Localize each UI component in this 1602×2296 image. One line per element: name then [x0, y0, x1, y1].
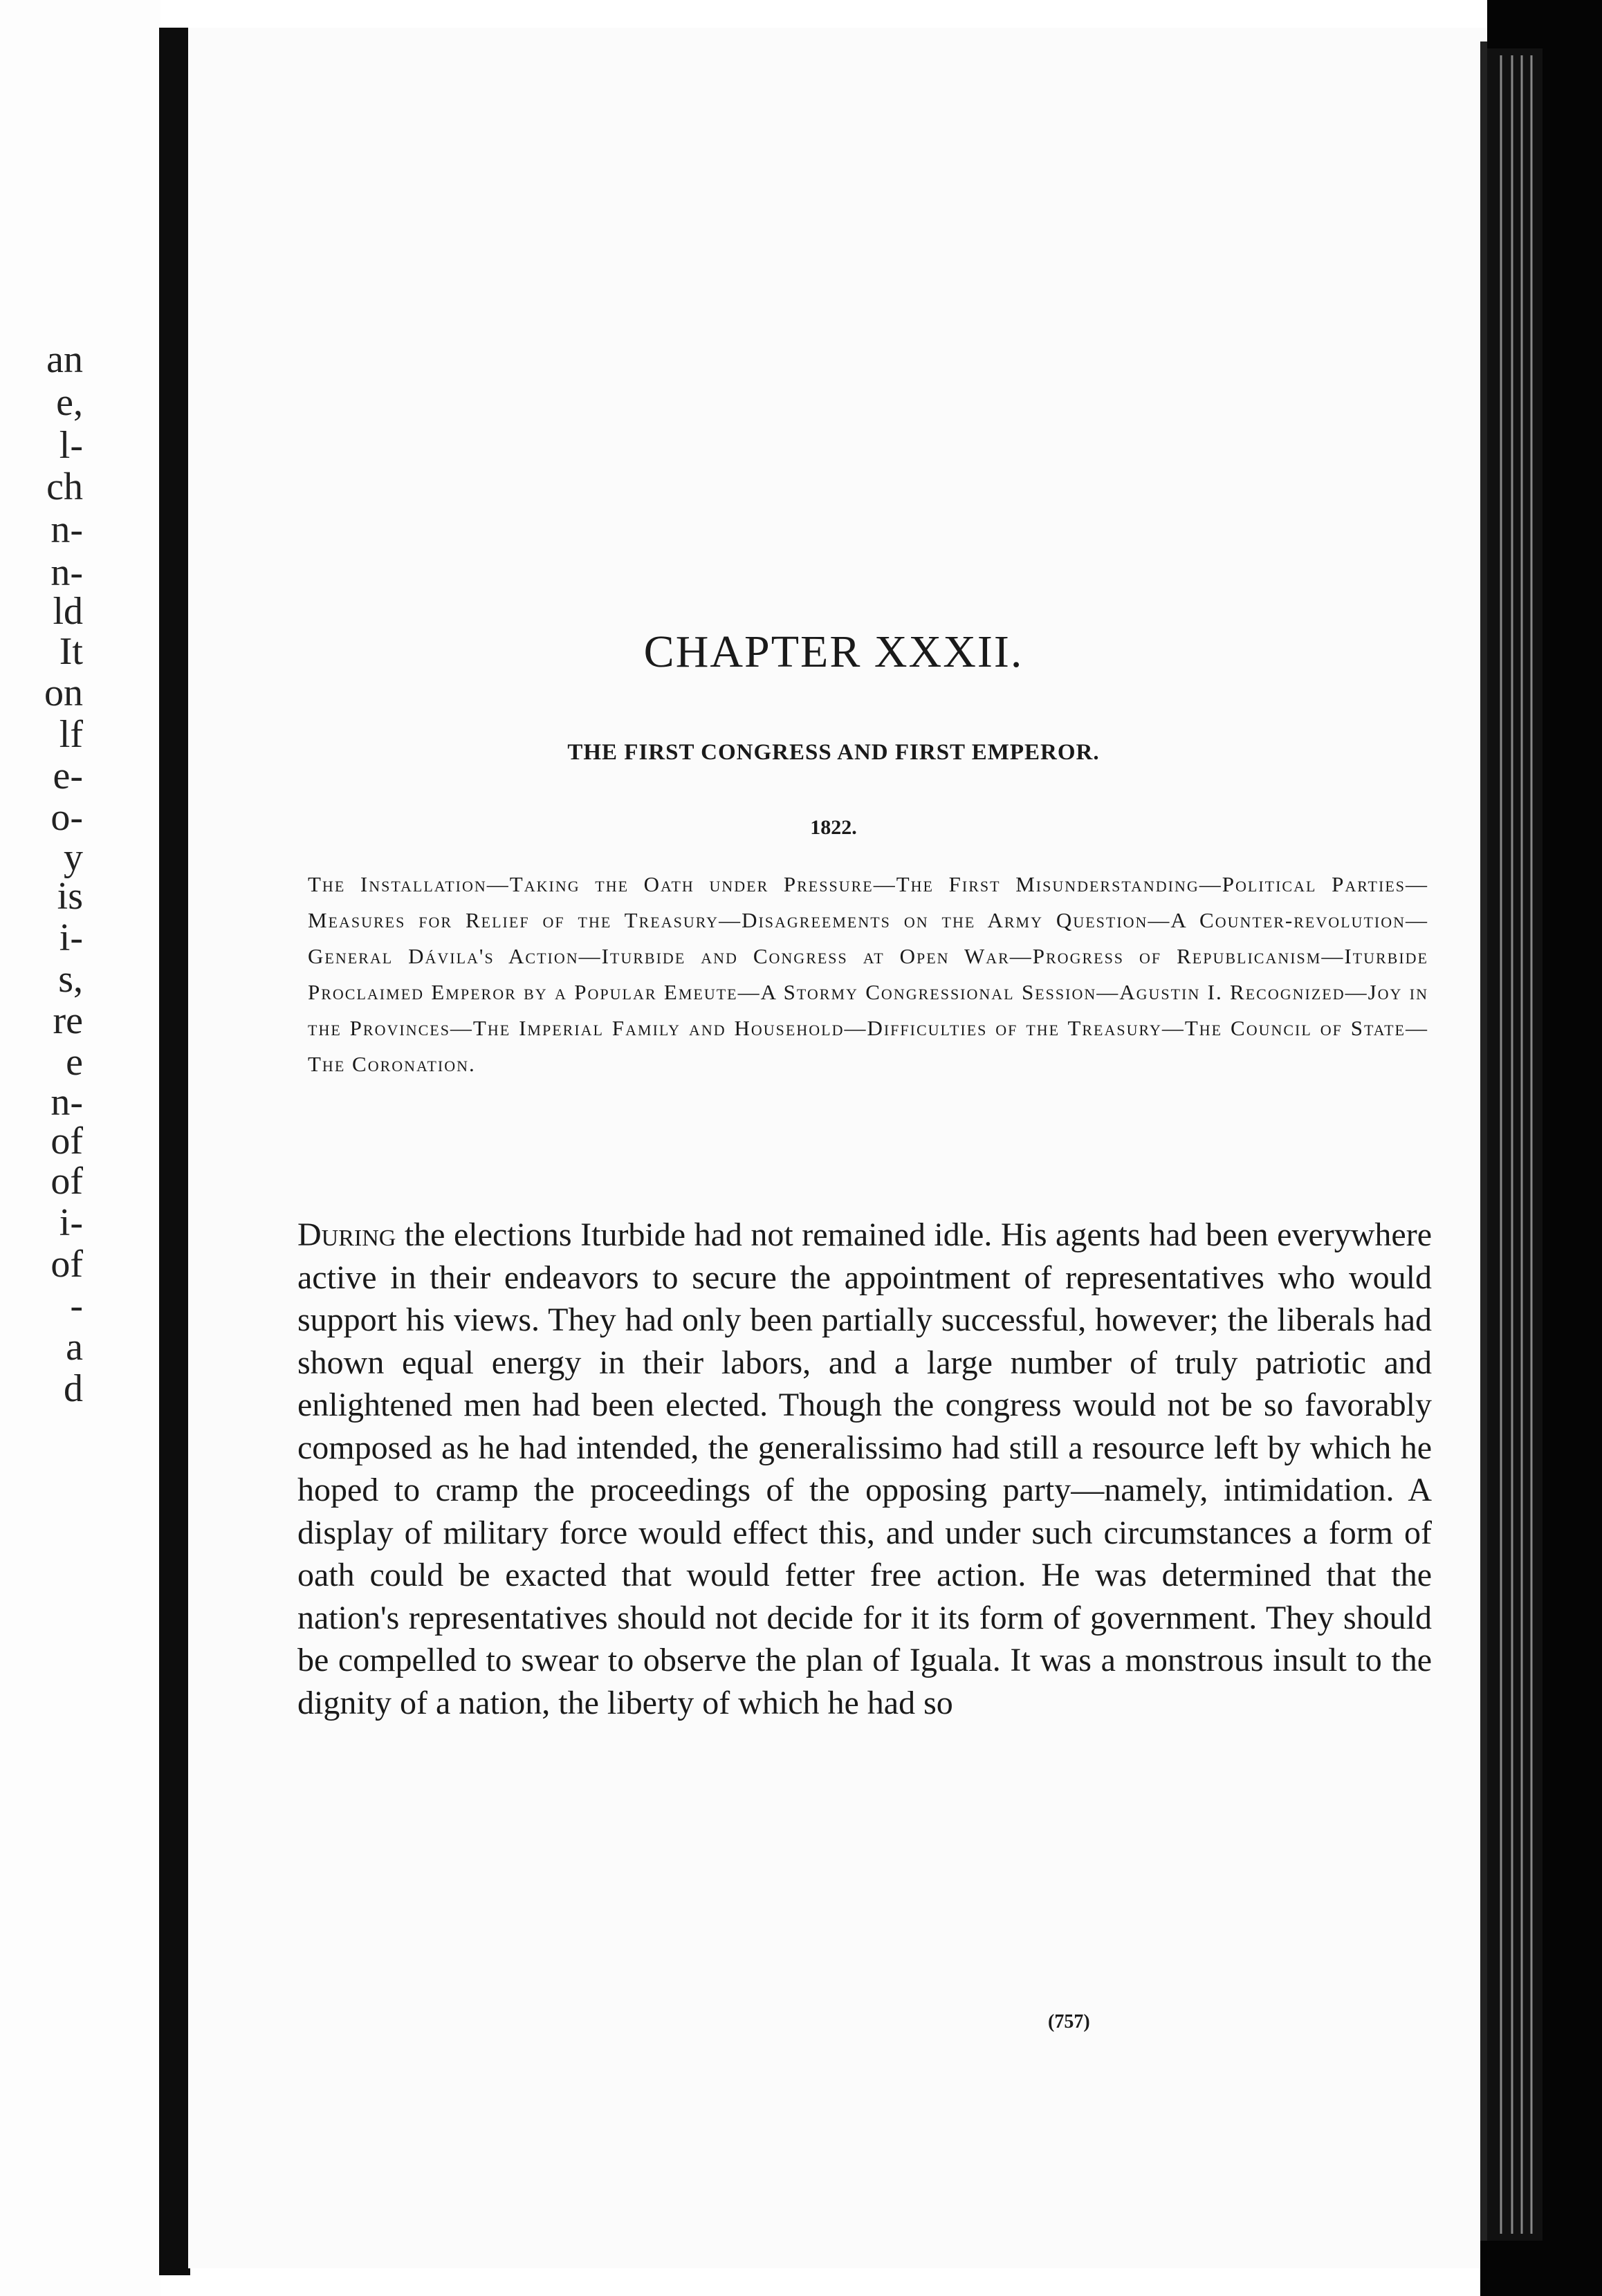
- body-text: the elections Iturbide had not remained idle. His agents had been everywhere active in their endeavors to secure the appointment of representatives who would support his views. They had only been partially successful, however; the liberals had shown equal energy in their labors, and a large number of truly patriotic and enlightened men had been elected. Though the congress would not be so favorably composed as he had intended, the generalissimo had still a resource left by which he hoped to cramp the proceedings of the opposing party—namely, intimidation. A display of military force would effect this, and under such circumstances a form of oath could be exacted that would fetter free action. He was determined that the nation's representatives should not decide for it its form of government. They should be compelled to swear to observe the plan of Iguala. It was a monstrous insult to the dignity of a nation, the liberty of which he had so: [297, 1216, 1432, 1721]
- bottom-margin-black: [1480, 2241, 1602, 2296]
- left-fragment: is: [57, 875, 83, 918]
- left-fragment: s,: [58, 958, 83, 1001]
- left-fragment: e,: [56, 381, 83, 424]
- left-fragment: of: [50, 1243, 83, 1286]
- chapter-year: 1822.: [810, 816, 857, 839]
- right-page-content: [190, 48, 1477, 2255]
- left-fragment: o-: [50, 796, 83, 839]
- left-fragment: of: [50, 1160, 83, 1203]
- body-paragraph: [297, 1214, 1432, 1724]
- left-fragment: i-: [59, 916, 83, 959]
- chapter-title: CHAPTER XXXII.: [643, 627, 1024, 677]
- left-fragment: n-: [50, 551, 83, 594]
- top-margin-black: [1487, 0, 1602, 48]
- right-margin-black: [1543, 0, 1602, 2296]
- book-gutter: [159, 28, 190, 2275]
- left-fragment: e-: [53, 754, 83, 797]
- left-fragment: ch: [46, 465, 83, 508]
- left-fragment: re: [53, 999, 83, 1042]
- page-edges: [1487, 48, 1543, 2241]
- left-fragment: n-: [50, 508, 83, 551]
- page-number: (757): [1048, 2011, 1090, 2033]
- chapter-subtitle: THE FIRST CONGRESS AND FIRST EMPEROR.: [567, 740, 1100, 765]
- left-fragment: i-: [59, 1201, 83, 1244]
- left-fragment: lf: [59, 713, 83, 756]
- left-fragment: a: [66, 1326, 83, 1369]
- opening-word: During: [297, 1216, 396, 1253]
- left-fragment: n-: [50, 1081, 83, 1124]
- left-fragment: e: [66, 1041, 83, 1084]
- left-fragment: -: [70, 1284, 83, 1327]
- left-fragment: an: [46, 338, 83, 381]
- left-page-fragments: [0, 0, 152, 2296]
- left-fragment: of: [50, 1120, 83, 1163]
- left-fragment: It: [59, 630, 83, 673]
- chapter-summary: The Installation—Taking the Oath under Pressure—The First Misunderstanding—Political Parties—Measures for Relief of the Treasury—Disagreements on the Army Question—A Counter-revolution—General Dávila's Action—Iturbide and Congress at Open War—Progress of Republicanism—Iturbide Proclaimed Emperor by a Popular Emeute—A Stormy Congressional Session—Agustin I. Recognized—Joy in the Provinces—The Imperial Family and Household—Difficulties of the Treasury—The Council of State—The Coronation.: [308, 872, 1428, 1076]
- left-fragment: ld: [53, 590, 83, 633]
- left-fragment: l-: [59, 424, 83, 467]
- left-fragment: d: [64, 1367, 83, 1410]
- left-fragment: y: [64, 836, 83, 879]
- left-fragment: on: [44, 672, 83, 714]
